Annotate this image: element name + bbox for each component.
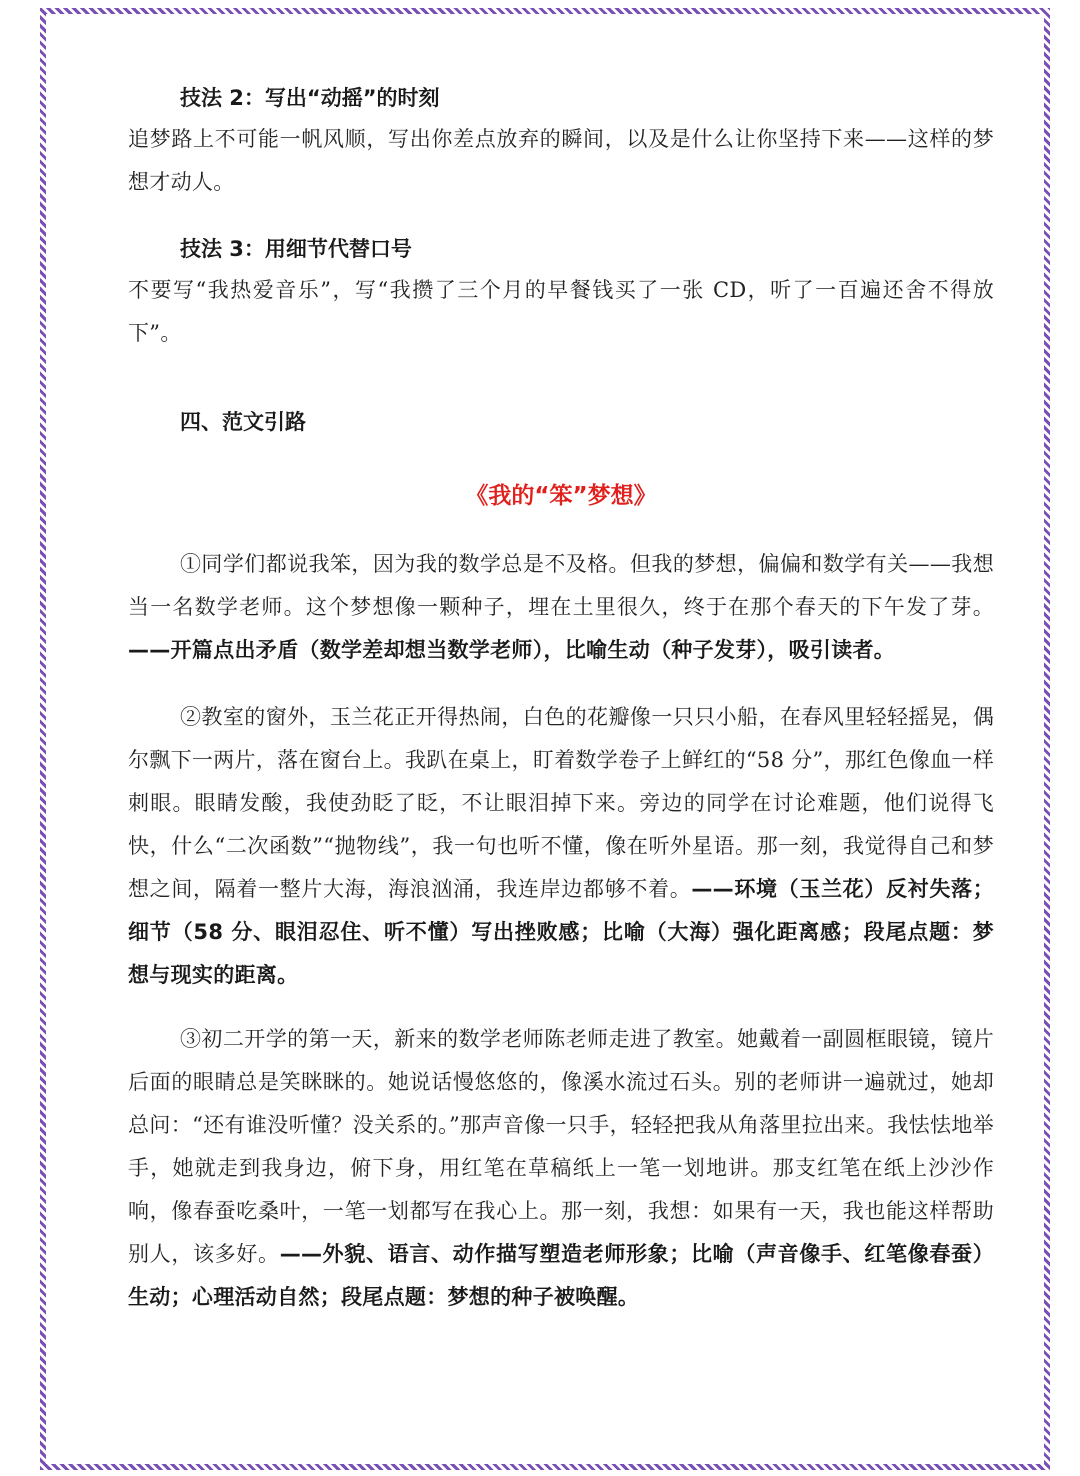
- technique-2-heading: 技法 2：写出“动摇”的时刻: [180, 86, 440, 110]
- essay-paragraph-1-note: ——开篇点出矛盾（数学差却想当数学老师），比喻生动（种子发芽），吸引读者。: [128, 638, 896, 662]
- essay-paragraph-1-text: ①同学们都说我笨，因为我的数学总是不及格。但我的梦想，偏偏和数学有关——我想当一名数学老师。这个梦想像一颗种子，埋在土里很久，终于在那个春天的下午发了芽。: [128, 552, 994, 619]
- essay-paragraph-1: [128, 543, 994, 672]
- technique-2-body: 追梦路上不可能一帆风顺，写出你差点放弃的瞬间，以及是什么让你坚持下来——这样的梦想才动人。: [128, 127, 994, 194]
- essay-paragraph-3-note: ——外貌、语言、动作描写塑造老师形象；比喻（声音像手、红笔像春蚕）生动；心理活动自然；段尾点题：梦想的种子被唤醒。: [128, 1242, 994, 1309]
- essay-paragraph-2: [128, 696, 994, 997]
- section-4-heading: 四、范文引路: [180, 410, 306, 434]
- essay-title: 《我的“笨”梦想》: [465, 483, 657, 509]
- essay-paragraph-3: [128, 1018, 994, 1319]
- technique-3-body: 不要写“我热爱音乐”，写“我攒了三个月的早餐钱买了一张 CD，听了一百遍还舍不得放下”。: [128, 278, 994, 345]
- essay-paragraph-2-text: ②教室的窗外，玉兰花正开得热闹，白色的花瓣像一只只小船，在春风里轻轻摇晃，偶尔飘下一两片，落在窗台上。我趴在桌上，盯着数学卷子上鲜红的“58 分”，那红色像血一样刺眼。眼睛发酸，我使劲眨了眨，不让眼泪掉下来。旁边的同学在讨论难题，他们说得飞快，什么“二次函数”“抛物线”，我一句也听不懂，像在听外星语。那一刻，我觉得自己和梦想之间，隔着一整片大海，海浪汹涌，我连岸边都够不着。: [128, 705, 994, 901]
- essay-paragraph-3-text: ③初二开学的第一天，新来的数学老师陈老师走进了教室。她戴着一副圆框眼镜，镜片后面的眼睛总是笑眯眯的。她说话慢悠悠的，像溪水流过石头。别的老师讲一遍就过，她却总问：“还有谁没听懂？没关系的。”那声音像一只手，轻轻把我从角落里拉出来。我怯怯地举手，她就走到我身边，俯下身，用红笔在草稿纸上一笔一划地讲。那支红笔在纸上沙沙作响，像春蚕吃桑叶，一笔一划都写在我心上。那一刻，我想：如果有一天，我也能这样帮助别人，该多好。: [128, 1027, 994, 1266]
- essay-paragraph-2-note: ——环境（玉兰花）反衬失落；细节（58 分、眼泪忍住、听不懂）写出挫败感；比喻（大海）强化距离感；段尾点题：梦想与现实的距离。: [128, 877, 994, 987]
- technique-3-heading: 技法 3：用细节代替口号: [180, 237, 412, 261]
